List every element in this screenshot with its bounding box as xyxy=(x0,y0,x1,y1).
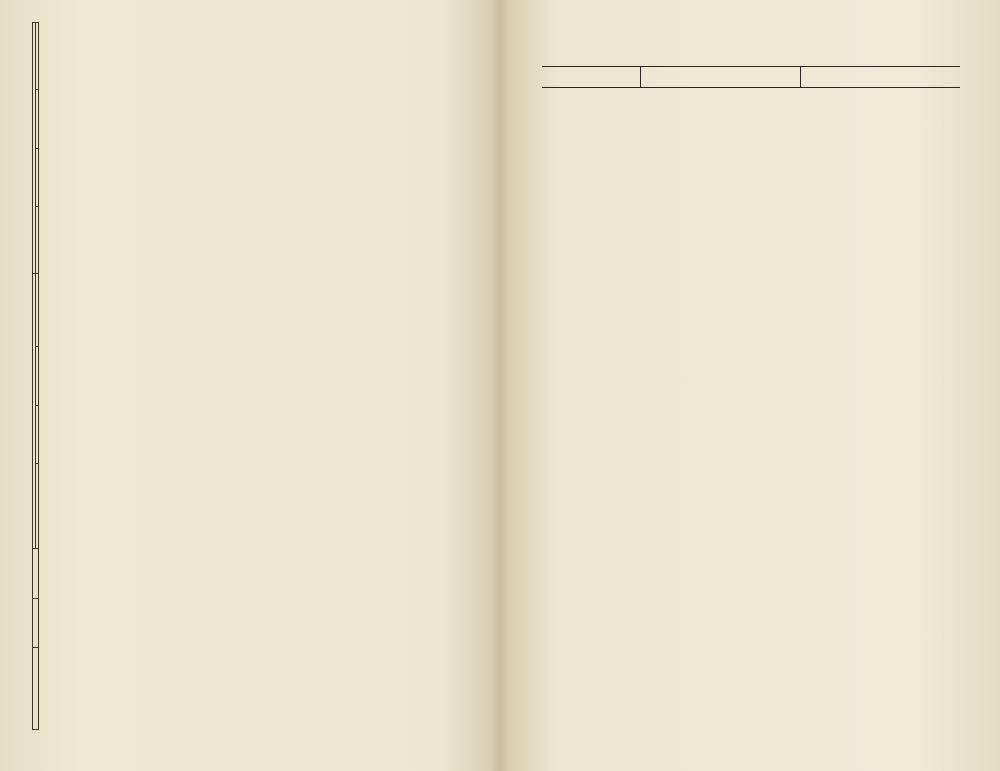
table-16-continued xyxy=(32,22,472,730)
header-length xyxy=(33,548,39,598)
t17-header-kpd xyxy=(542,67,640,88)
header-nodes xyxy=(33,648,39,730)
header-max-loss-km xyxy=(36,405,39,463)
table-body xyxy=(39,23,472,730)
figure-caption xyxy=(592,686,892,688)
header-min-loss-km xyxy=(36,148,39,206)
header-min-point-out xyxy=(36,207,39,274)
header-points xyxy=(33,598,39,648)
header-max-flow xyxy=(36,274,39,347)
t17-header-max xyxy=(640,67,800,88)
header-min-flow xyxy=(36,23,39,90)
t17-header-min xyxy=(800,67,960,88)
header-min-loss-section xyxy=(36,90,39,148)
table-17 xyxy=(542,66,960,88)
header-max-point-out xyxy=(36,464,39,549)
header-max-loss-section xyxy=(36,347,39,405)
kpd-chart xyxy=(600,508,900,683)
